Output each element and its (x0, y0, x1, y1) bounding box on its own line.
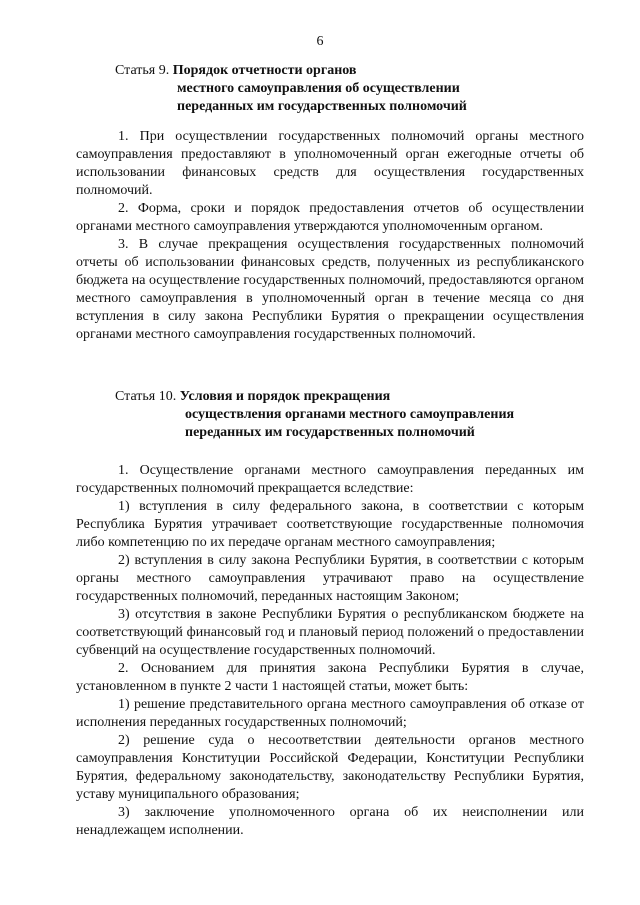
article-10-paragraph-1: 1. Осуществление органами местного самоуправления переданных им государственных полномочий прекращается вследствие: (76, 463, 584, 496)
article-10-heading (115, 388, 585, 442)
article-10-paragraph-5: 2. Основанием для принятия закона Республики Бурятия в случае, установленном в пункте 2 части 1 настоящей статьи, может быть: (76, 661, 584, 694)
article-10-paragraph-3: 2) вступления в силу закона Республики Бурятия, в соответствии с которым органы местного самоуправления утрачивают право на осуществление государственных полномочий, переданных настоящим Законом; (76, 553, 584, 604)
article-10-title-line-2: осуществления органами местного самоуправления (185, 407, 515, 422)
article-10-title-line-3: переданных им государственных полномочий (185, 425, 475, 440)
article-10-paragraph-6: 1) решение представительного органа местного самоуправления об отказе от исполнения переданных государственных полномочий; (76, 697, 584, 730)
article-9-paragraph-2: 2. Форма, сроки и порядок предоставления отчетов об осуществлении органами местного самоуправления утверждаются уполномоченным органом. (76, 201, 584, 234)
article-9-heading (115, 62, 585, 116)
article-9-body (76, 128, 584, 344)
article-9-title-line-2: местного самоуправления об осуществлении (177, 81, 460, 96)
article-10-body (76, 462, 584, 840)
article-9-title-line-3: переданных им государственных полномочий (177, 99, 467, 114)
article-9-prefix: Статья 9. (115, 63, 170, 78)
article-9-paragraph-1: 1. При осуществлении государственных полномочий органы местного самоуправления предоставляют в уполномоченный орган ежегодные отчеты об использовании финансовых средств для осуществления государственных полномочий. (76, 129, 584, 198)
article-10-paragraph-2: 1) вступления в силу федерального закона, в соответствии с которым Республика Бурятия утрачивает соответствующие государственные полномочия либо компетенцию по их передаче органам местного самоуправления; (76, 499, 584, 550)
article-10-paragraph-4: 3) отсутствия в законе Республики Бурятия о республиканском бюджете на соответствующий финансовый год и плановый период положений о предоставлении субвенций на осуществление государственных полномочий. (76, 607, 584, 658)
article-9-title-line-1: Порядок отчетности органов (172, 63, 357, 78)
article-10-title-line-1: Условия и порядок прекращения (179, 389, 391, 404)
article-10-paragraph-8: 3) заключение уполномоченного органа об их неисполнении или ненадлежащем исполнении. (76, 805, 584, 838)
article-10-paragraph-7: 2) решение суда о несоответствии деятельности органов местного самоуправления Конституции Российской Федерации, Конституции Республики Бурятия, федеральному законодательству, законодательству Республики Бурятия, уставу муниципального образования; (76, 733, 584, 802)
page-number: 6 (316, 34, 324, 49)
article-10-prefix: Статья 10. (115, 389, 177, 404)
article-9-paragraph-3: 3. В случае прекращения осуществления государственных полномочий отчеты об использовании финансовых средств, полученных из республиканского бюджета на осуществление государственных полномочий, предоставляются органом местного самоуправления в уполномоченный орган в течение месяца со дня вступления в силу закона Республики Бурятия о прекращении осуществления органами местного самоуправления государственных полномочий. (76, 237, 584, 342)
